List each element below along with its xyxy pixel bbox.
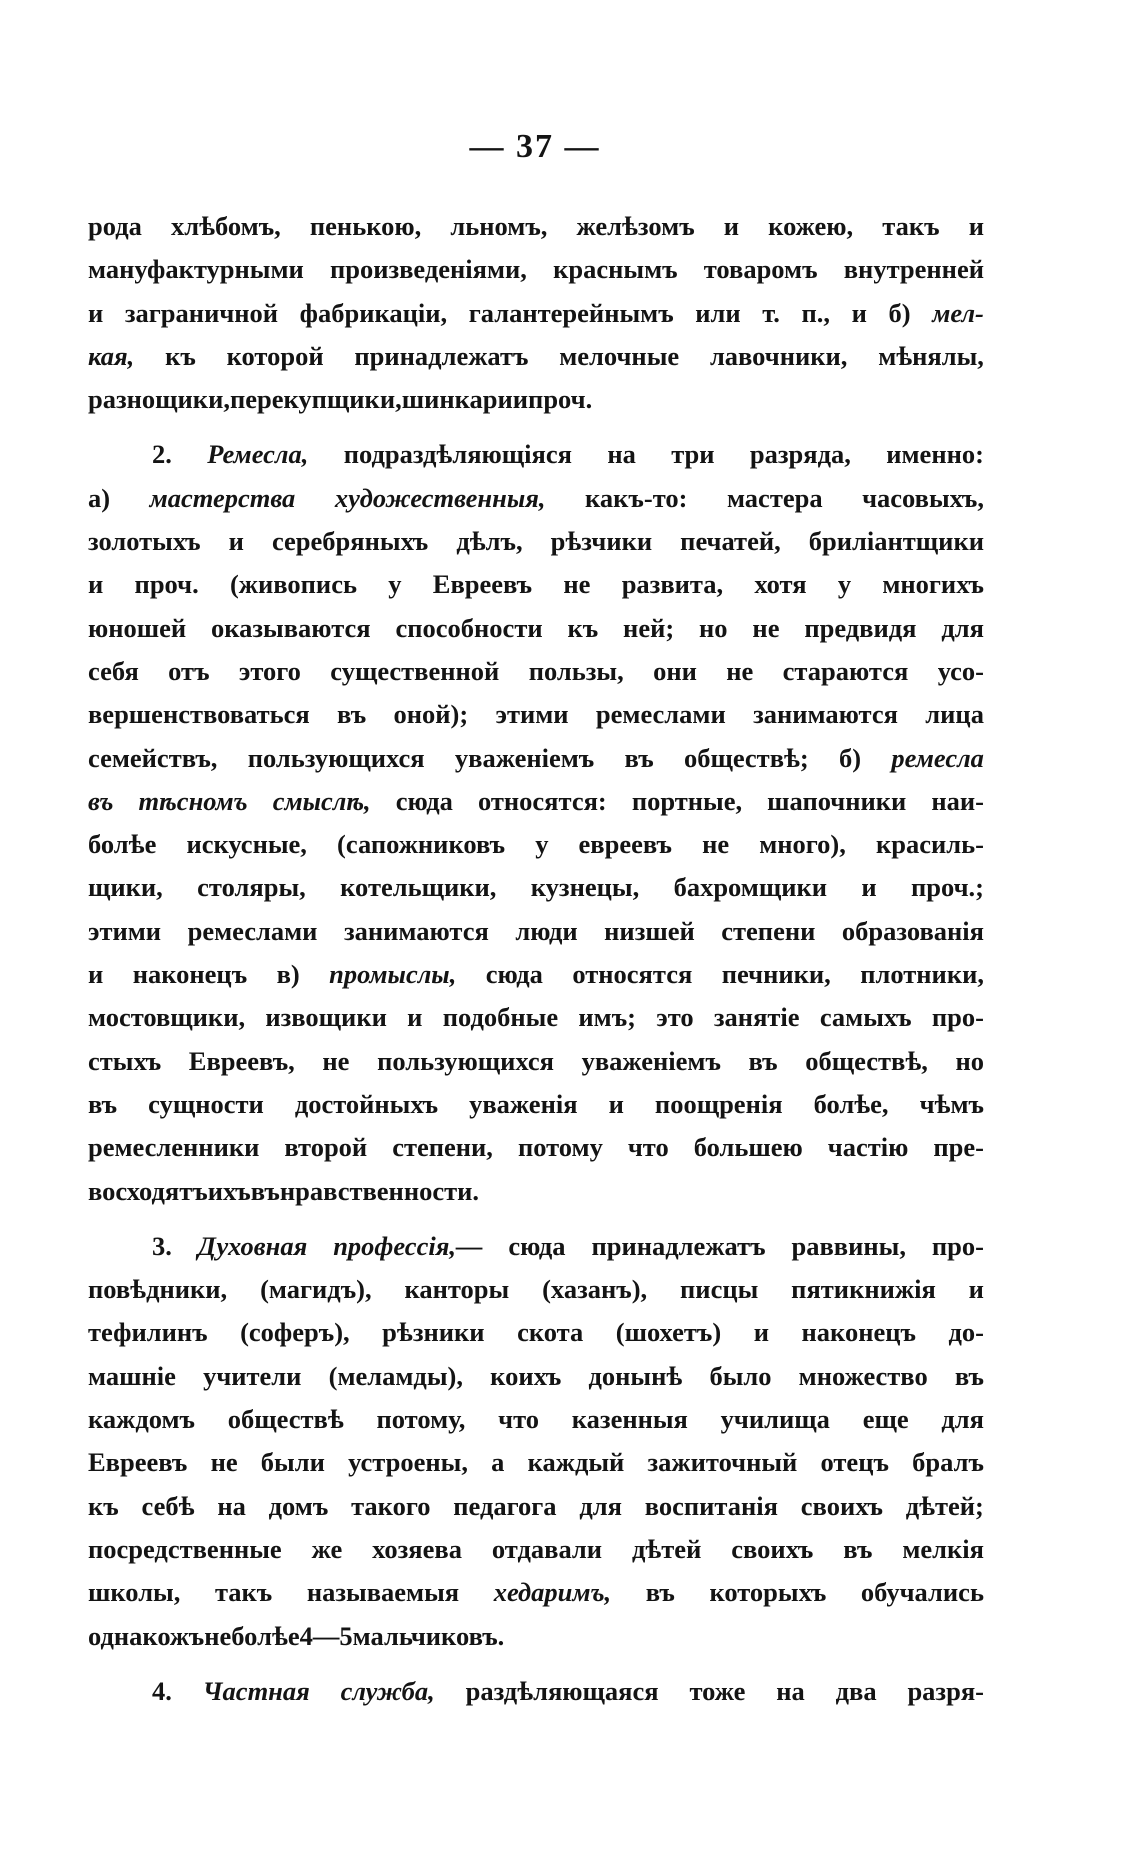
word: относятся: [477,785,607,816]
word: они [653,655,697,686]
word: однакожъ [88,1620,205,1651]
text-line [88,910,984,953]
word: устроены, [348,1447,468,1478]
word: наконецъ [132,959,248,990]
word: такого [351,1490,431,1521]
word: три [671,439,715,470]
word: въ [645,1577,675,1608]
word: фабрикаціи, [299,297,448,328]
word: каждомъ [88,1404,195,1435]
word: не [210,1447,238,1478]
word: называемыя [306,1577,460,1608]
word: (сапожниковъ [337,829,506,860]
word: школы, [88,1577,181,1608]
text-line [88,1040,984,1083]
word: занимаются [753,699,898,730]
word: два [835,1675,877,1706]
word: еще [862,1404,909,1435]
italic-word: смыслѣ, [272,785,371,816]
text-line [88,1670,984,1713]
text-line [88,1311,984,1354]
word: были [260,1447,325,1478]
word: принадлежатъ [591,1230,766,1261]
text-line [88,1268,984,1311]
word: (шохетъ) [615,1317,722,1348]
text-line [88,1355,984,1398]
word: такъ [214,1577,273,1608]
word: уваженіемъ [454,742,595,773]
word: усо- [937,655,984,686]
word: щики, [88,872,163,903]
text-line [88,693,984,736]
word: т. [762,297,780,328]
word: Евреевъ [88,1447,188,1478]
text-line [88,1441,984,1484]
word: степени [721,915,816,946]
word: тоже [689,1675,746,1706]
word: посредственные [88,1533,282,1564]
word: канторы [404,1274,510,1305]
word: оной); [393,699,469,730]
word: отдавали [491,1533,603,1564]
word: евреевъ [578,829,672,860]
word: не [752,612,780,643]
word: бриліантщики [808,526,984,557]
word: заграничной [124,297,279,328]
word: къ [165,340,196,371]
word: печники, [721,959,831,990]
word: уваженія [469,1088,578,1119]
word: этими [88,915,162,946]
word: желѣзомъ [576,211,695,241]
word: мелкія [902,1533,984,1564]
word: образованія [841,915,984,946]
word: 4—5 [299,1620,353,1651]
word: рѣзчики [550,526,653,557]
word: и [228,526,244,557]
text-line [88,1170,984,1213]
word: въ [337,699,367,730]
word: у [535,829,549,860]
word: дѣтей [631,1533,702,1564]
word: отъ [168,655,210,686]
text-line [88,1528,984,1571]
word: мастера [726,482,823,513]
word: рѣзники [382,1317,485,1348]
word: лица [925,699,984,730]
word: извощики [265,1002,387,1033]
word: педагога [453,1490,557,1521]
word: для [579,1490,622,1521]
text-line [88,1225,984,1268]
word: и [723,211,740,241]
word: пре- [933,1132,984,1163]
word: красиль- [876,829,984,860]
text-line [88,1398,984,1441]
word: пятикнижія [791,1274,936,1305]
italic-word: въ [88,785,114,816]
word: часовыхъ, [862,482,984,513]
word: восходятъ [88,1175,208,1206]
word: въ [624,742,654,773]
word: стараются [782,655,909,686]
word: существенной [330,655,500,686]
word: подраздѣляющіяся [343,439,572,470]
word: казенныя [571,1404,688,1435]
italic-word: профессія,— [333,1230,483,1261]
word: и [753,1317,769,1348]
word: столяры, [197,872,306,903]
word: зажиточный [647,1447,798,1478]
word: про- [931,1230,984,1261]
word: занимаются [343,915,489,946]
text-line [88,737,984,780]
text-line [88,477,984,520]
word: домъ [268,1490,329,1521]
word: большею [693,1132,803,1163]
paragraph-gap [88,1658,984,1670]
word: и [88,569,104,600]
word: мануфактурными [88,254,304,285]
text-line [88,378,984,421]
word: относятся [572,959,693,990]
italic-word: мастерства [149,482,296,513]
word: самыхъ [819,1002,912,1033]
word: п., [801,297,831,328]
word: внутренней [843,254,984,285]
word: не [322,1045,350,1076]
text-line [88,248,984,291]
word: обществѣ, [805,1045,928,1076]
word: печатей, [680,526,781,557]
word: рода [88,211,142,241]
italic-word: ремесла [891,742,984,773]
paragraph-gap [88,421,984,433]
word: плотники, [860,959,984,990]
word: обществѣ; [683,742,809,773]
word: было [709,1360,772,1391]
text-line [88,1126,984,1169]
word: способности [395,612,543,643]
word: проч. [134,569,199,600]
word: развита, [621,569,724,600]
word: и [861,872,877,903]
word: оказываются [211,612,371,643]
text-line [88,292,984,335]
word: а [491,1447,505,1478]
word: проч. [528,384,593,415]
word: этого [238,655,301,686]
word: которой [226,340,324,371]
word: подобные [442,1002,559,1033]
word: про- [931,1002,984,1033]
word: и [851,297,867,328]
word: мелочные [559,340,680,371]
word: неболѣе [204,1620,300,1651]
word: поощренія [654,1088,783,1119]
word: училища [720,1404,830,1435]
word: сущности [148,1088,264,1119]
word: пользующихся [377,1045,554,1076]
word: льномъ, [450,211,548,241]
word: но [699,612,728,643]
paragraph-gap [88,1213,984,1225]
word: сюда [395,785,453,816]
word: и [407,1002,423,1033]
word: мѣнялы, [878,340,984,371]
word: болѣе [88,829,157,860]
word: въ [88,1088,118,1119]
word: воспитанія [644,1490,778,1521]
word: у [837,569,852,600]
word: Евреевъ, [188,1045,295,1076]
word: многихъ [882,569,984,600]
word: и [968,1274,984,1305]
word: (хазанъ), [542,1274,648,1305]
word: (меламды), [328,1360,463,1391]
word: второй [284,1132,368,1163]
text-line [88,563,984,606]
word: (соферъ), [240,1317,350,1348]
word: семействъ, [88,742,218,773]
word: кожею, [768,211,854,241]
word: для [941,612,984,643]
word: раздѣляющаяся [465,1675,659,1706]
word: 3. [152,1230,172,1261]
word: шинкари [401,384,513,415]
word: множество [798,1360,928,1391]
word: разряда, [749,439,851,470]
word: что [627,1132,669,1163]
word: раввины, [791,1230,906,1261]
word: бахромщики [673,872,828,903]
text-line [88,520,984,563]
word: чѣмъ [919,1088,984,1119]
word: сюда [485,959,543,990]
word: обществѣ [227,1404,344,1435]
word: но [955,1045,984,1076]
word: учители [203,1360,302,1391]
word: пенькою, [309,211,422,241]
word: и [88,297,104,328]
word: каждый [527,1447,625,1478]
word: дѣтей; [905,1490,984,1521]
word: не [726,655,754,686]
word: хозяева [372,1533,462,1564]
word: на [776,1675,805,1706]
word: обучались [860,1577,984,1608]
italic-word: Духовная [197,1230,308,1261]
word: (живопись [229,569,357,600]
word: своихъ [731,1533,814,1564]
italic-word: Частная [202,1675,310,1706]
word: хотя [754,569,807,600]
word: и [968,211,984,241]
word: шапочники [767,785,907,816]
italic-word: служба, [340,1675,435,1706]
word: пользы, [528,655,624,686]
word: до- [948,1317,984,1348]
word: въ [954,1360,984,1391]
word: повѣдники, [88,1274,228,1305]
word: достойныхъ [294,1088,439,1119]
word: проч.; [911,872,984,903]
italic-word: хедаримъ, [493,1577,612,1608]
word: юношей [88,612,187,643]
word: наи- [931,785,984,816]
word: галантерейнымъ [468,297,674,328]
text-line [88,1571,984,1614]
word: ихъ [207,1175,251,1206]
word: себя [88,655,139,686]
word: въ [843,1533,873,1564]
italic-word: тѣсномъ [138,785,248,816]
word: имъ; [578,1002,636,1033]
word: коихъ [490,1360,562,1391]
italic-word: промыслы, [329,959,457,990]
word: потому [517,1132,603,1163]
word: б) [839,742,862,773]
word: у [388,569,402,600]
word: 4. [152,1675,172,1706]
word: дѣлъ, [456,526,523,557]
word: ремеслами [187,915,318,946]
text-line [88,780,984,823]
word: бралъ [912,1447,984,1478]
word: ремеслами [595,699,726,730]
italic-word: кая, [88,340,135,371]
word: пользующихся [247,742,425,773]
word: потому, [376,1404,466,1435]
text-line [88,607,984,650]
word: разнощики, [88,384,230,415]
word: для [941,1404,984,1435]
word: предвидя [804,612,917,643]
word: лавочники, [709,340,848,371]
word: люди [515,915,578,946]
word: и [512,384,529,415]
word: въ [250,1175,280,1206]
word: на [217,1490,246,1521]
word: или [695,297,741,328]
word: этими [495,699,569,730]
word: своихъ [800,1490,883,1521]
word: б) [888,297,911,328]
word: къ [88,1490,119,1521]
word: вершенствоваться [88,699,310,730]
word: писцы [680,1274,759,1305]
word: именно: [886,439,984,470]
word: занятіе [713,1002,800,1033]
word: портные, [631,785,743,816]
word: къ [567,612,599,643]
word: болѣе, [813,1088,889,1119]
text-line [88,205,984,248]
word: много), [759,829,846,860]
word: серебряныхъ [271,526,429,557]
word: хлѣбомъ, [171,211,281,241]
word: кузнецы, [530,872,640,903]
italic-word: мел- [932,297,984,328]
page-number: — 37 — [469,128,601,165]
word: ремесленники [88,1132,260,1163]
word: это [656,1002,694,1033]
word: въ [748,1045,778,1076]
italic-word: художественныя, [334,482,546,513]
word: стыхъ [88,1045,162,1076]
word: произведеніями, [329,254,527,285]
word: и [608,1088,624,1119]
word: не [563,569,591,600]
italic-word: Ремесла, [207,439,309,470]
word: перекупщики, [229,384,402,415]
text-line [88,335,984,378]
word: товаромъ [703,254,818,285]
body-text [88,205,984,1713]
word: искусные, [186,829,307,860]
word: в) [276,959,300,990]
word: Евреевъ [432,569,533,600]
word: отецъ [820,1447,889,1478]
word: уваженіемъ [581,1045,721,1076]
word: низшей [604,915,695,946]
text-line [88,1083,984,1126]
word: машніе [88,1360,176,1391]
word: мостовщики, [88,1002,246,1033]
word: ней; [623,612,675,643]
word: наконецъ [801,1317,916,1348]
text-line [88,650,984,693]
word: 2. [152,439,172,470]
word: принадлежатъ [354,340,529,371]
word: степени, [392,1132,493,1163]
word: себѣ [141,1490,195,1521]
word: же [311,1533,343,1564]
word: на [607,439,636,470]
word: краснымъ [553,254,678,285]
word: мальчиковъ. [352,1620,505,1651]
text-line [88,1485,984,1528]
word: (магидъ), [260,1274,372,1305]
word: скота [517,1317,584,1348]
word: котельщики, [340,872,497,903]
word: такъ [882,211,940,241]
word: донынѣ [588,1360,683,1391]
word: тефилинъ [88,1317,208,1348]
word: какъ-то: [585,482,688,513]
text-line [88,433,984,476]
word: разря- [907,1675,984,1706]
word: что [498,1404,540,1435]
text-line [88,996,984,1039]
text-line [88,823,984,866]
word: не [702,829,730,860]
word: сюда [508,1230,566,1261]
word: золотыхъ [88,526,201,557]
text-line [88,866,984,909]
word: которыхъ [709,1577,827,1608]
text-line [88,953,984,996]
word: частію [827,1132,909,1163]
word: и [88,959,104,990]
word: нравственности. [279,1175,480,1206]
word: а) [88,482,111,513]
text-line [88,1615,984,1658]
